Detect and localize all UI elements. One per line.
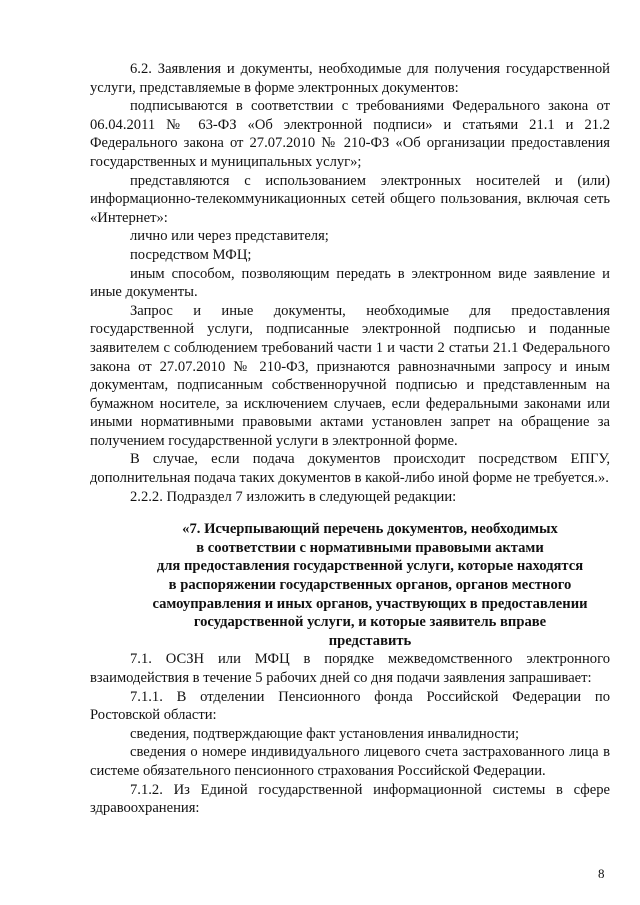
paragraph-epgu: В случае, если подача документов происходит посредством ЕПГУ, дополнительная подача таких документов в какой-либо иной форме не требуется.». bbox=[90, 451, 610, 487]
paragraph-7-1-2: 7.1.2. Из Единой государственной информационной системы в сфере здравоохранения: bbox=[90, 781, 610, 817]
paragraph-signed: подписываются в соответствии с требованиями Федерального закона от 06.04.2011 № 63-ФЗ «Об электронной подписи» и статьями 21.1 и 21.2 Федерального закона от 27.07.2010 № 210-ФЗ «Об организации предоставления государственных и муниципальных услуг»; bbox=[90, 98, 610, 170]
heading-line: государственной услуги, и которые заявитель вправе bbox=[193, 614, 547, 631]
list-item-disability: сведения, подтверждающие факт установления инвалидности; bbox=[130, 725, 520, 742]
heading-line: для предоставления государственной услуги, которые находятся bbox=[156, 558, 584, 575]
document-body bbox=[90, 60, 610, 818]
section-7-heading bbox=[90, 520, 610, 650]
paragraph-7-1: 7.1. ОСЗН или МФЦ в порядке межведомственного электронного взаимодействия в течение 5 рабочих дней со дня подачи заявления запрашивает: bbox=[90, 651, 610, 686]
list-item-snils: сведения о номере индивидуального лицевого счета застрахованного лица в системе обязательного пенсионного страхования Российской Федерации. bbox=[90, 744, 610, 779]
paragraph-submitted: представляются с использованием электронных носителей и (или) информационно-телекоммуникационных сетей общего пользования, включая сеть «Интернет»: bbox=[90, 172, 610, 226]
list-item-mfc: посредством МФЦ; bbox=[130, 246, 252, 263]
list-item-other-way: иным способом, позволяющим передать в электронном виде заявление и иные документы. bbox=[90, 265, 610, 301]
page-number: 8 bbox=[598, 866, 605, 881]
paragraph-7-1-1: 7.1.1. В отделении Пенсионного фонда Российской Федерации по Ростовской области: bbox=[90, 688, 610, 724]
heading-line: в соответствии с нормативными правовыми актами bbox=[196, 539, 544, 556]
heading-line: представить bbox=[328, 632, 412, 649]
paragraph-request: Запрос и иные документы, необходимые для предоставления государственной услуги, подписанные электронной подписью и поданные заявителем с соблюдением требований части 1 и части 2 статьи 21.1 Федерального закона от 27.07.2010 № 210-ФЗ, признаются равнозначными запросу и иным документам, подписанным собственноручной подписью и представленным на бумажном носителе, за исключением случаев, если федеральными законами или иными нормативными правовыми актами установлен запрет на обращение за получением государственной услуги в электронной форме. bbox=[90, 302, 610, 449]
heading-line: «7. Исчерпывающий перечень документов, необходимых bbox=[182, 521, 558, 538]
list-item-personally: лично или через представителя; bbox=[130, 228, 329, 245]
paragraph-2-2-2: 2.2.2. Подраздел 7 изложить в следующей редакции: bbox=[130, 488, 457, 505]
heading-line: самоуправления и иных органов, участвующих в предоставлении bbox=[152, 595, 588, 612]
heading-line: в распоряжении государственных органов, органов местного bbox=[168, 577, 572, 594]
paragraph-6-2: 6.2. Заявления и документы, необходимые для получения государственной услуги, представляемые в форме электронных документов: bbox=[90, 61, 610, 96]
